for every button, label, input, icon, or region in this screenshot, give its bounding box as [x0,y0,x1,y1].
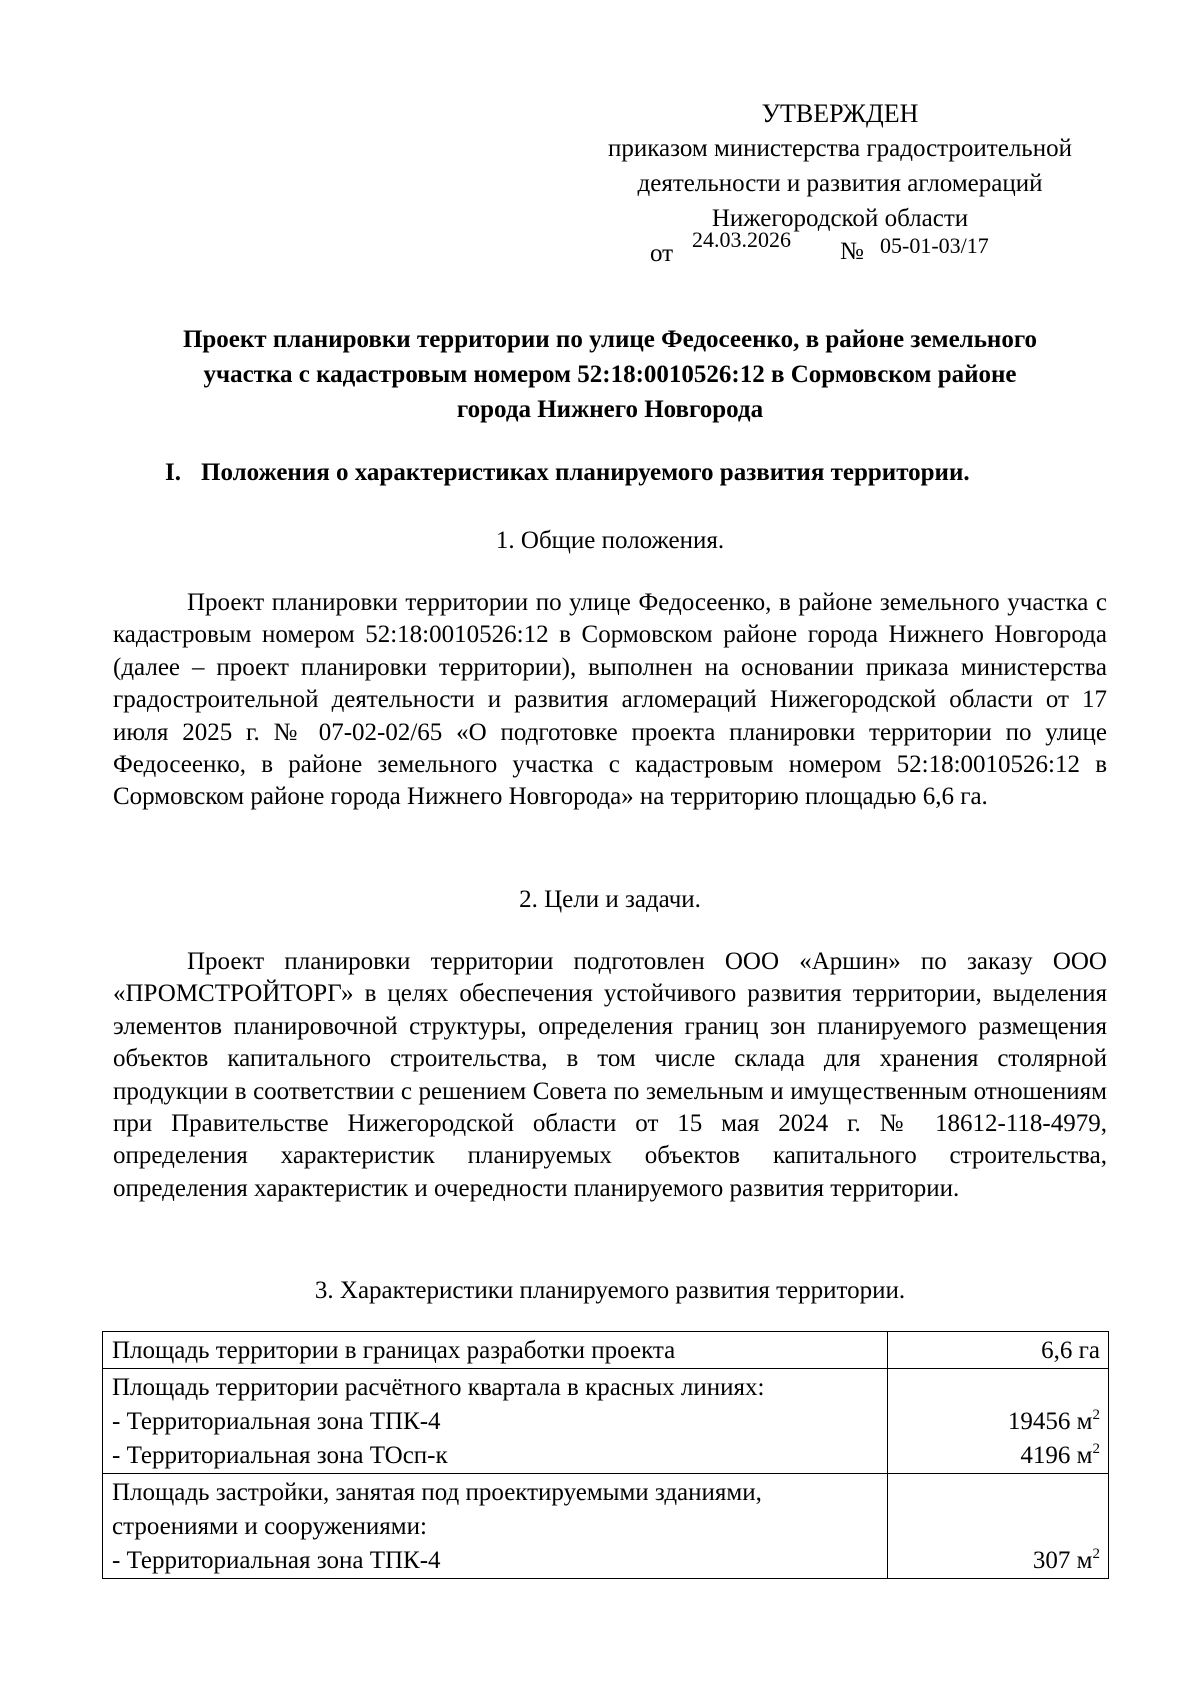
unit-superscript: 2 [1092,1546,1100,1562]
order-date: 24.03.2026 [692,227,791,252]
approval-order-line [650,226,1110,266]
order-number: 05-01-03/17 [880,233,989,258]
approval-line: Нижегородской области [711,205,969,232]
unit-superscript: 2 [1092,1407,1100,1423]
table-cell-text: строениями и сооружениями: [112,1513,427,1540]
section-numeral: I. [165,459,181,486]
table-cell-value [888,1332,1109,1369]
paragraph-goals: Проект планировки территории подготовлен ООО «Аршин» по заказу ООО «ПРОМСТРОЙТОРГ» в целях обеспечения устойчивого развития территории, выделения элементов планировочной структуры, определения границ зон планируемого размещения объектов капитального строительства, в том числе склада для хранения столярной продукции в соответствии с решением Совета по земельным и имущественным отношениям при Правительстве Нижегородской области от 15 мая 2024 г. № 18612-118-4979, определения характеристик планируемых объектов капитального строительства, определения характеристик и очередности планируемого развития территории. [113,948,1107,1202]
table-value: 6,6 га [1041,1337,1100,1364]
table-cell-value [888,1369,1109,1474]
document-title [110,322,1110,427]
subsection-heading: 3. Характеристики планируемого развития территории. [314,1277,906,1304]
paragraph-general: Проект планировки территории по улице Федосеенко, в районе земельного участка с кадастровым номером 52:18:0010526:12 в Сормовском районе города Нижнего Новгорода (далее – проект планировки территории), выполнен на основании приказа министерства градостроительной деятельности и развития агломераций Нижегородской области от 17 июля 2025 г. № 07-02-02/65 «О подготовке проекта планировки территории по улице Федосеенко, в районе земельного участка с кадастровым номером 52:18:0010526:12 в Сормовском районе города Нижнего Новгорода» на территорию площадью 6,6 га. [113,589,1107,811]
table-row [103,1369,1109,1474]
order-date-label: от [650,240,674,267]
table-cell-text: - Территориальная зона ТОсп-к [112,1442,448,1469]
table-cell-label [103,1332,888,1369]
table-cell-text: Площадь застройки, занятая под проектируемыми зданиями, [112,1479,762,1506]
table-row [103,1474,1109,1579]
approval-line: деятельности и развития агломераций [637,170,1043,197]
order-number-label: № [840,238,864,265]
table-cell-text: Площадь территории расчётного квартала в красных линиях: [112,1374,765,1401]
table-cell-text: - Территориальная зона ТПК-4 [112,1408,441,1435]
approval-block [570,98,1110,238]
subsection-heading: 2. Цели и задачи. [519,886,701,913]
table-cell-text: - Территориальная зона ТПК-4 [112,1547,441,1574]
characteristics-table [102,1331,1109,1579]
document-title-line: участка с кадастровым номером 52:18:0010526:12 в Сормовском районе [203,361,1017,388]
unit-superscript: 2 [1092,1441,1100,1457]
section-heading [165,457,1115,488]
table-cell-label [103,1474,888,1579]
subsection-heading: 1. Общие положения. [495,527,725,554]
table-value: 307 м [1032,1547,1093,1574]
table-cell-label [103,1369,888,1474]
table-cell-text: Площадь территории в границах разработки проекта [112,1337,676,1364]
document-title-line: Проект планировки территории по улице Федосеенко, в районе земельного [182,326,1038,353]
table-value: 4196 м [1020,1442,1093,1469]
table-value: 19456 м [1007,1408,1093,1435]
section-heading-text: Положения о характеристиках планируемого развития территории. [201,459,970,486]
approval-heading: УТВЕРЖДЕН [761,99,919,128]
approval-line: приказом министерства градостроительной [608,135,1072,162]
table-row [103,1332,1109,1369]
document-title-line: города Нижнего Новгорода [456,396,764,423]
table-cell-value [888,1474,1109,1579]
